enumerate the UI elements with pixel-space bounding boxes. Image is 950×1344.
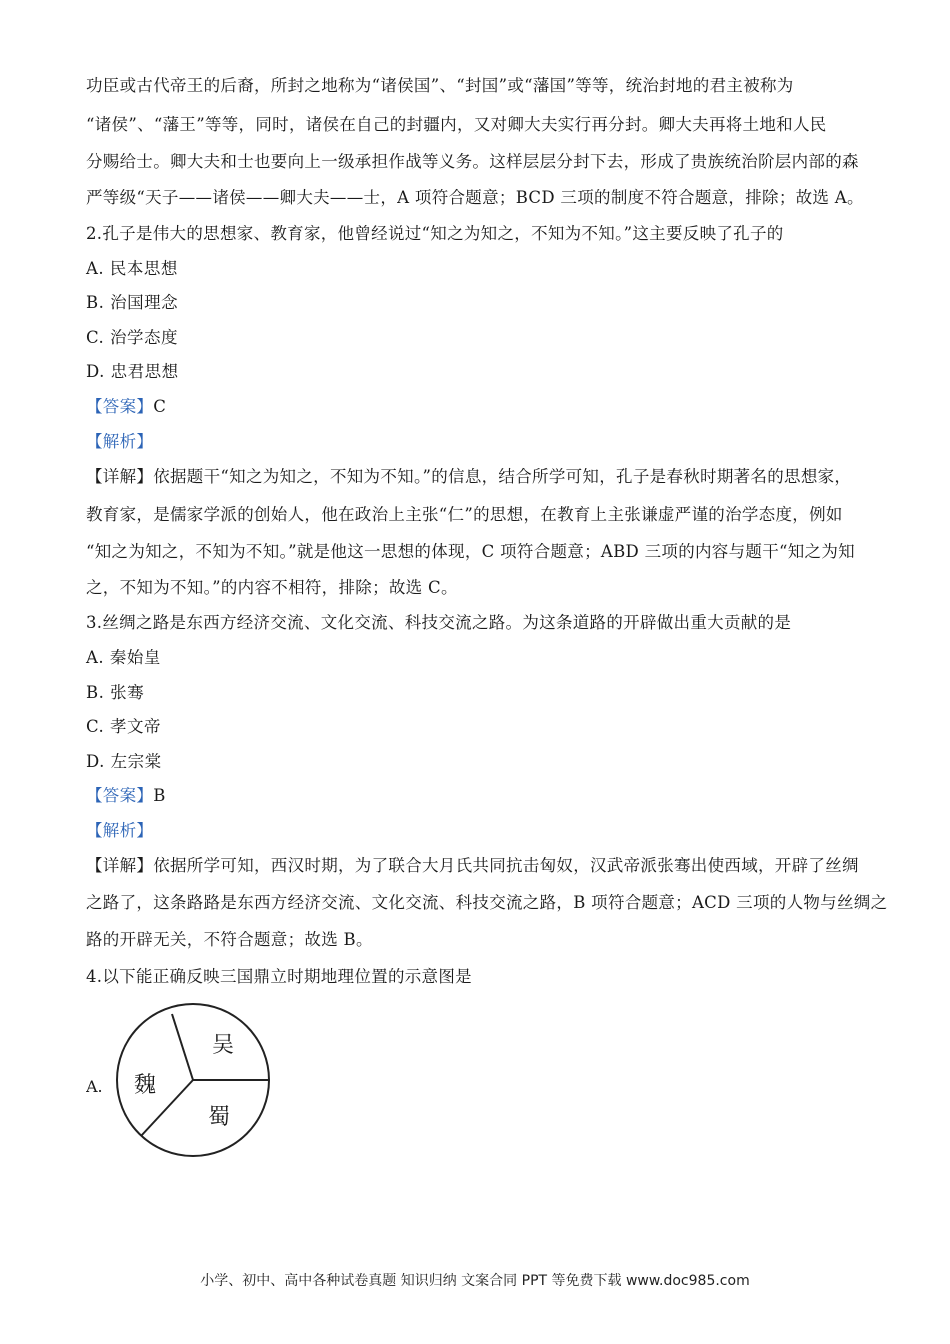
diagram-label-bottom: 蜀: [208, 1105, 231, 1130]
q4-stem: 4.以下能正确反映三国鼎立时期地理位置的示意图是: [86, 967, 472, 986]
q4-option-a-label: A.: [86, 1077, 103, 1096]
q2-option-a: A. 民本思想: [86, 259, 178, 278]
q2-detail-text: 依据题干“知之为知之，不知为不知。”的信息，结合所学可知，孔子是春秋时期著名的思想家，: [153, 467, 852, 486]
q2-stem: 2.孔子是伟大的思想家、教育家，他曾经说过“知之为知之，不知为不知。”这主要反映了孔子的: [86, 224, 784, 243]
q2-option-b: B. 治国理念: [86, 293, 179, 312]
q3-option-a: A. 秦始皇: [86, 648, 161, 667]
q3-answer: B: [153, 786, 166, 805]
diagram-label-left: 魏: [134, 1073, 157, 1098]
detail-tag: 【详解】: [86, 467, 154, 486]
answer-tag: 【答案】: [86, 397, 154, 416]
q4-option-a-diagram: [86, 1000, 286, 1174]
q3-detail-line: 之路了，这条路路是东西方经济交流、文化交流、科技交流之路，B 项符合题意；ACD 三项的人物与丝绸之: [86, 893, 888, 912]
diagram-divider: [172, 1014, 193, 1080]
q3-analysis-tag: [86, 821, 876, 841]
q3-option-c: C. 孝文帝: [86, 717, 162, 736]
q2-detail-line: 教育家，是儒家学派的创始人，他在政治上主张“仁”的思想，在教育上主张谦虚严谨的治学态度，例如: [86, 505, 843, 524]
prev-explanation-line: “诸侯”、“藩王”等等，同时，诸侯在自己的封疆内，又对卿大夫实行再分封。卿大夫再将土地和人民: [86, 115, 827, 134]
q2-detail-line: “知之为知之，不知为不知。”就是他这一思想的体现，C 项符合题意；ABD 三项的内容与题干“知之为知: [86, 542, 855, 561]
q3-answer-line: [86, 786, 876, 806]
q3-detail-line: 路的开辟无关，不符合题意；故选 B。: [86, 930, 373, 949]
q2-detail-line: [86, 467, 876, 487]
analysis-tag: 【解析】: [86, 432, 154, 451]
q2-answer-line: [86, 397, 876, 417]
q2-answer: C: [153, 397, 167, 416]
q2-analysis-tag: [86, 432, 876, 452]
detail-tag: 【详解】: [86, 856, 154, 875]
answer-tag: 【答案】: [86, 786, 154, 805]
prev-explanation-line: 功臣或古代帝王的后裔，所封之地称为“诸侯国”、“封国”或“藩国”等等，统治封地的君主被称为: [86, 76, 794, 95]
prev-explanation-line: 分赐给士。卿大夫和士也要向上一级承担作战等义务。这样层层分封下去，形成了贵族统治阶层内部的森: [86, 152, 859, 171]
q2-option-c: C. 治学态度: [86, 328, 179, 347]
q3-detail-line: [86, 856, 876, 876]
q3-option-b: B. 张骞: [86, 683, 145, 702]
three-kingdoms-circle-diagram: [86, 1000, 286, 1170]
q2-detail-line: 之，不知为不知。”的内容不相符，排除；故选 C。: [86, 578, 458, 597]
q2-option-d: D. 忠君思想: [86, 362, 179, 381]
q3-stem: 3.丝绸之路是东西方经济交流、文化交流、科技交流之路。为这条道路的开辟做出重大贡献的是: [86, 613, 792, 632]
analysis-tag: 【解析】: [86, 821, 154, 840]
prev-explanation-line: 严等级“天子——诸侯——卿大夫——士，A 项符合题意；BCD 三项的制度不符合题意，排除；故选 A。: [86, 188, 864, 207]
page-footer: 小学、初中、高中各种试卷真题 知识归纳 文案合同 PPT 等免费下载 www.doc985.com: [200, 1273, 750, 1289]
q3-option-d: D. 左宗棠: [86, 752, 162, 771]
diagram-label-top: 吴: [212, 1033, 235, 1058]
q3-detail-text: 依据所学可知，西汉时期，为了联合大月氏共同抗击匈奴，汉武帝派张骞出使西域，开辟了丝绸: [153, 856, 859, 875]
